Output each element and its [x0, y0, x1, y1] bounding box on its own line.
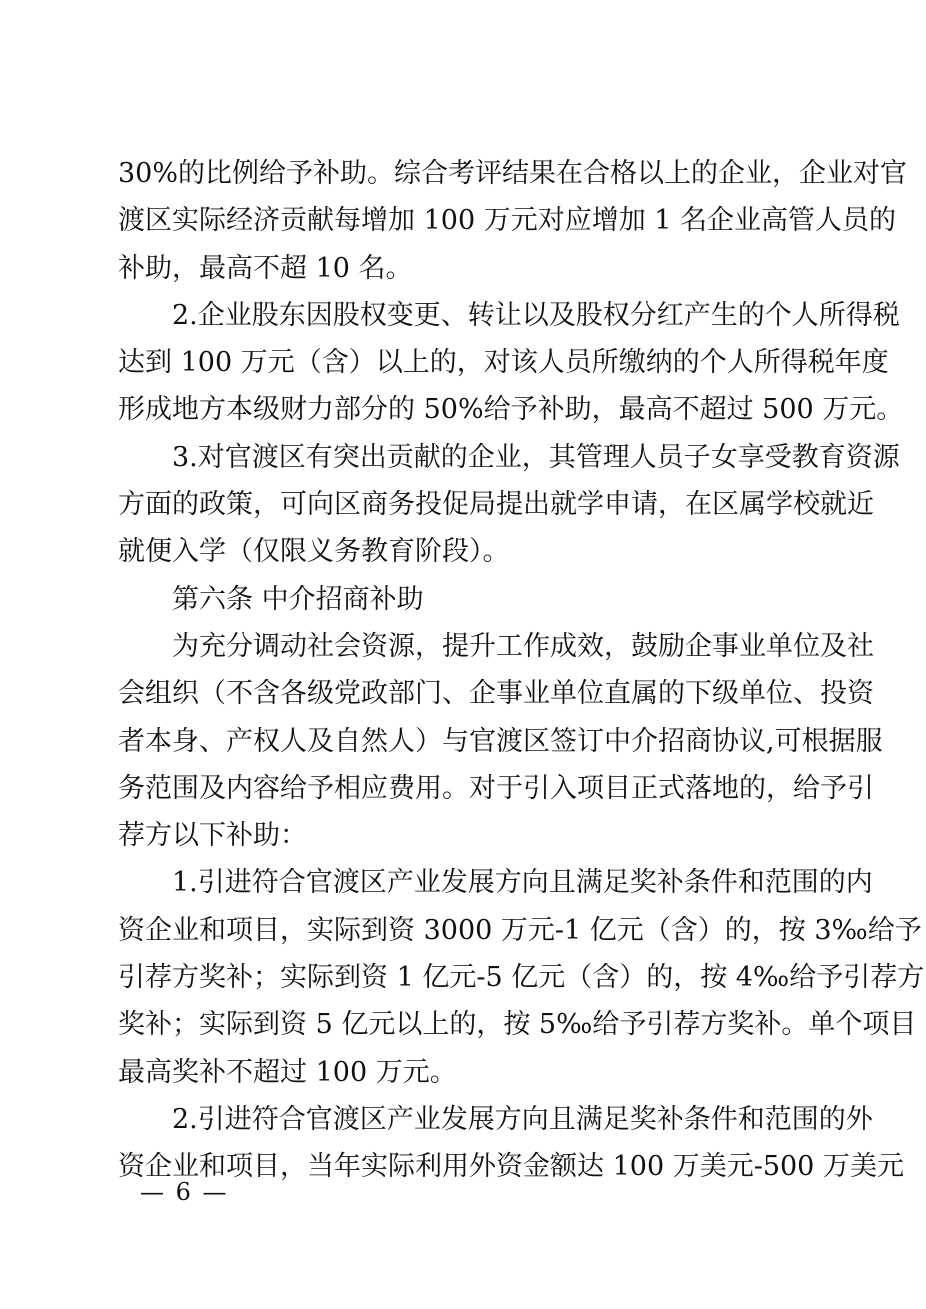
text-line: 最高奖补不超过 100 万元。 — [118, 1056, 457, 1088]
text-line: 达到 100 万元（含）以上的，对该人员所缴纳的个人所得税年度 — [118, 347, 889, 379]
text-line: 为充分调动社会资源，提升工作成效，鼓励企事业单位及社 — [172, 630, 874, 662]
text-line: 引荐方奖补；实际到资 1 亿元-5 亿元（含）的，按 4‰给予引荐方 — [118, 962, 925, 994]
text-line: 30%的比例给予补助。综合考评结果在合格以上的企业，企业对官 — [118, 158, 908, 189]
text-line: 务范围及内容给予相应费用。对于引入项目正式落地的，给予引 — [118, 772, 874, 804]
text-line: 资企业和项目，当年实际利用外资金额达 100 万美元-500 万美元 — [118, 1151, 904, 1183]
text-line: 资企业和项目，实际到资 3000 万元-1 亿元（含）的，按 3‰给予 — [118, 914, 922, 946]
text-line: 3.对官渡区有突出贡献的企业，其管理人员子女享受教育资源 — [172, 441, 900, 473]
text-line: 方面的政策，可向区商务投促局提出就学申请，在区属学校就近 — [118, 489, 874, 521]
text-line: 1.引进符合官渡区产业发展方向且满足奖补条件和范围的内 — [172, 867, 873, 899]
text-line: 奖补；实际到资 5 亿元以上的，按 5‰给予引荐方奖补。单个项目 — [118, 1009, 917, 1041]
page-number: — 6 — — [140, 1178, 229, 1206]
body-text — [118, 150, 925, 1191]
text-line: 2.企业股东因股权变更、转让以及股权分红产生的个人所得税 — [172, 299, 900, 331]
text-line: 渡区实际经济贡献每增加 100 万元对应增加 1 名企业高管人员的 — [118, 205, 897, 237]
section-heading: 第六条 中介招商补助 — [172, 583, 424, 615]
text-line: 2.引进符合官渡区产业发展方向且满足奖补条件和范围的外 — [172, 1103, 873, 1135]
text-line: 形成地方本级财力部分的 50%给予补助，最高不超过 500 万元。 — [118, 394, 904, 426]
text-line: 者本身、产权人及自然人）与官渡区签订中介招商协议,可根据服 — [118, 725, 883, 757]
text-line: 就便入学（仅限义务教育阶段）。 — [118, 536, 510, 568]
text-line: 会组织（不含各级党政部门、企事业单位直属的下级单位、投资 — [118, 678, 874, 710]
text-line: 荐方以下补助： — [118, 820, 307, 852]
text-line: 补助，最高不超 10 名。 — [118, 252, 413, 284]
